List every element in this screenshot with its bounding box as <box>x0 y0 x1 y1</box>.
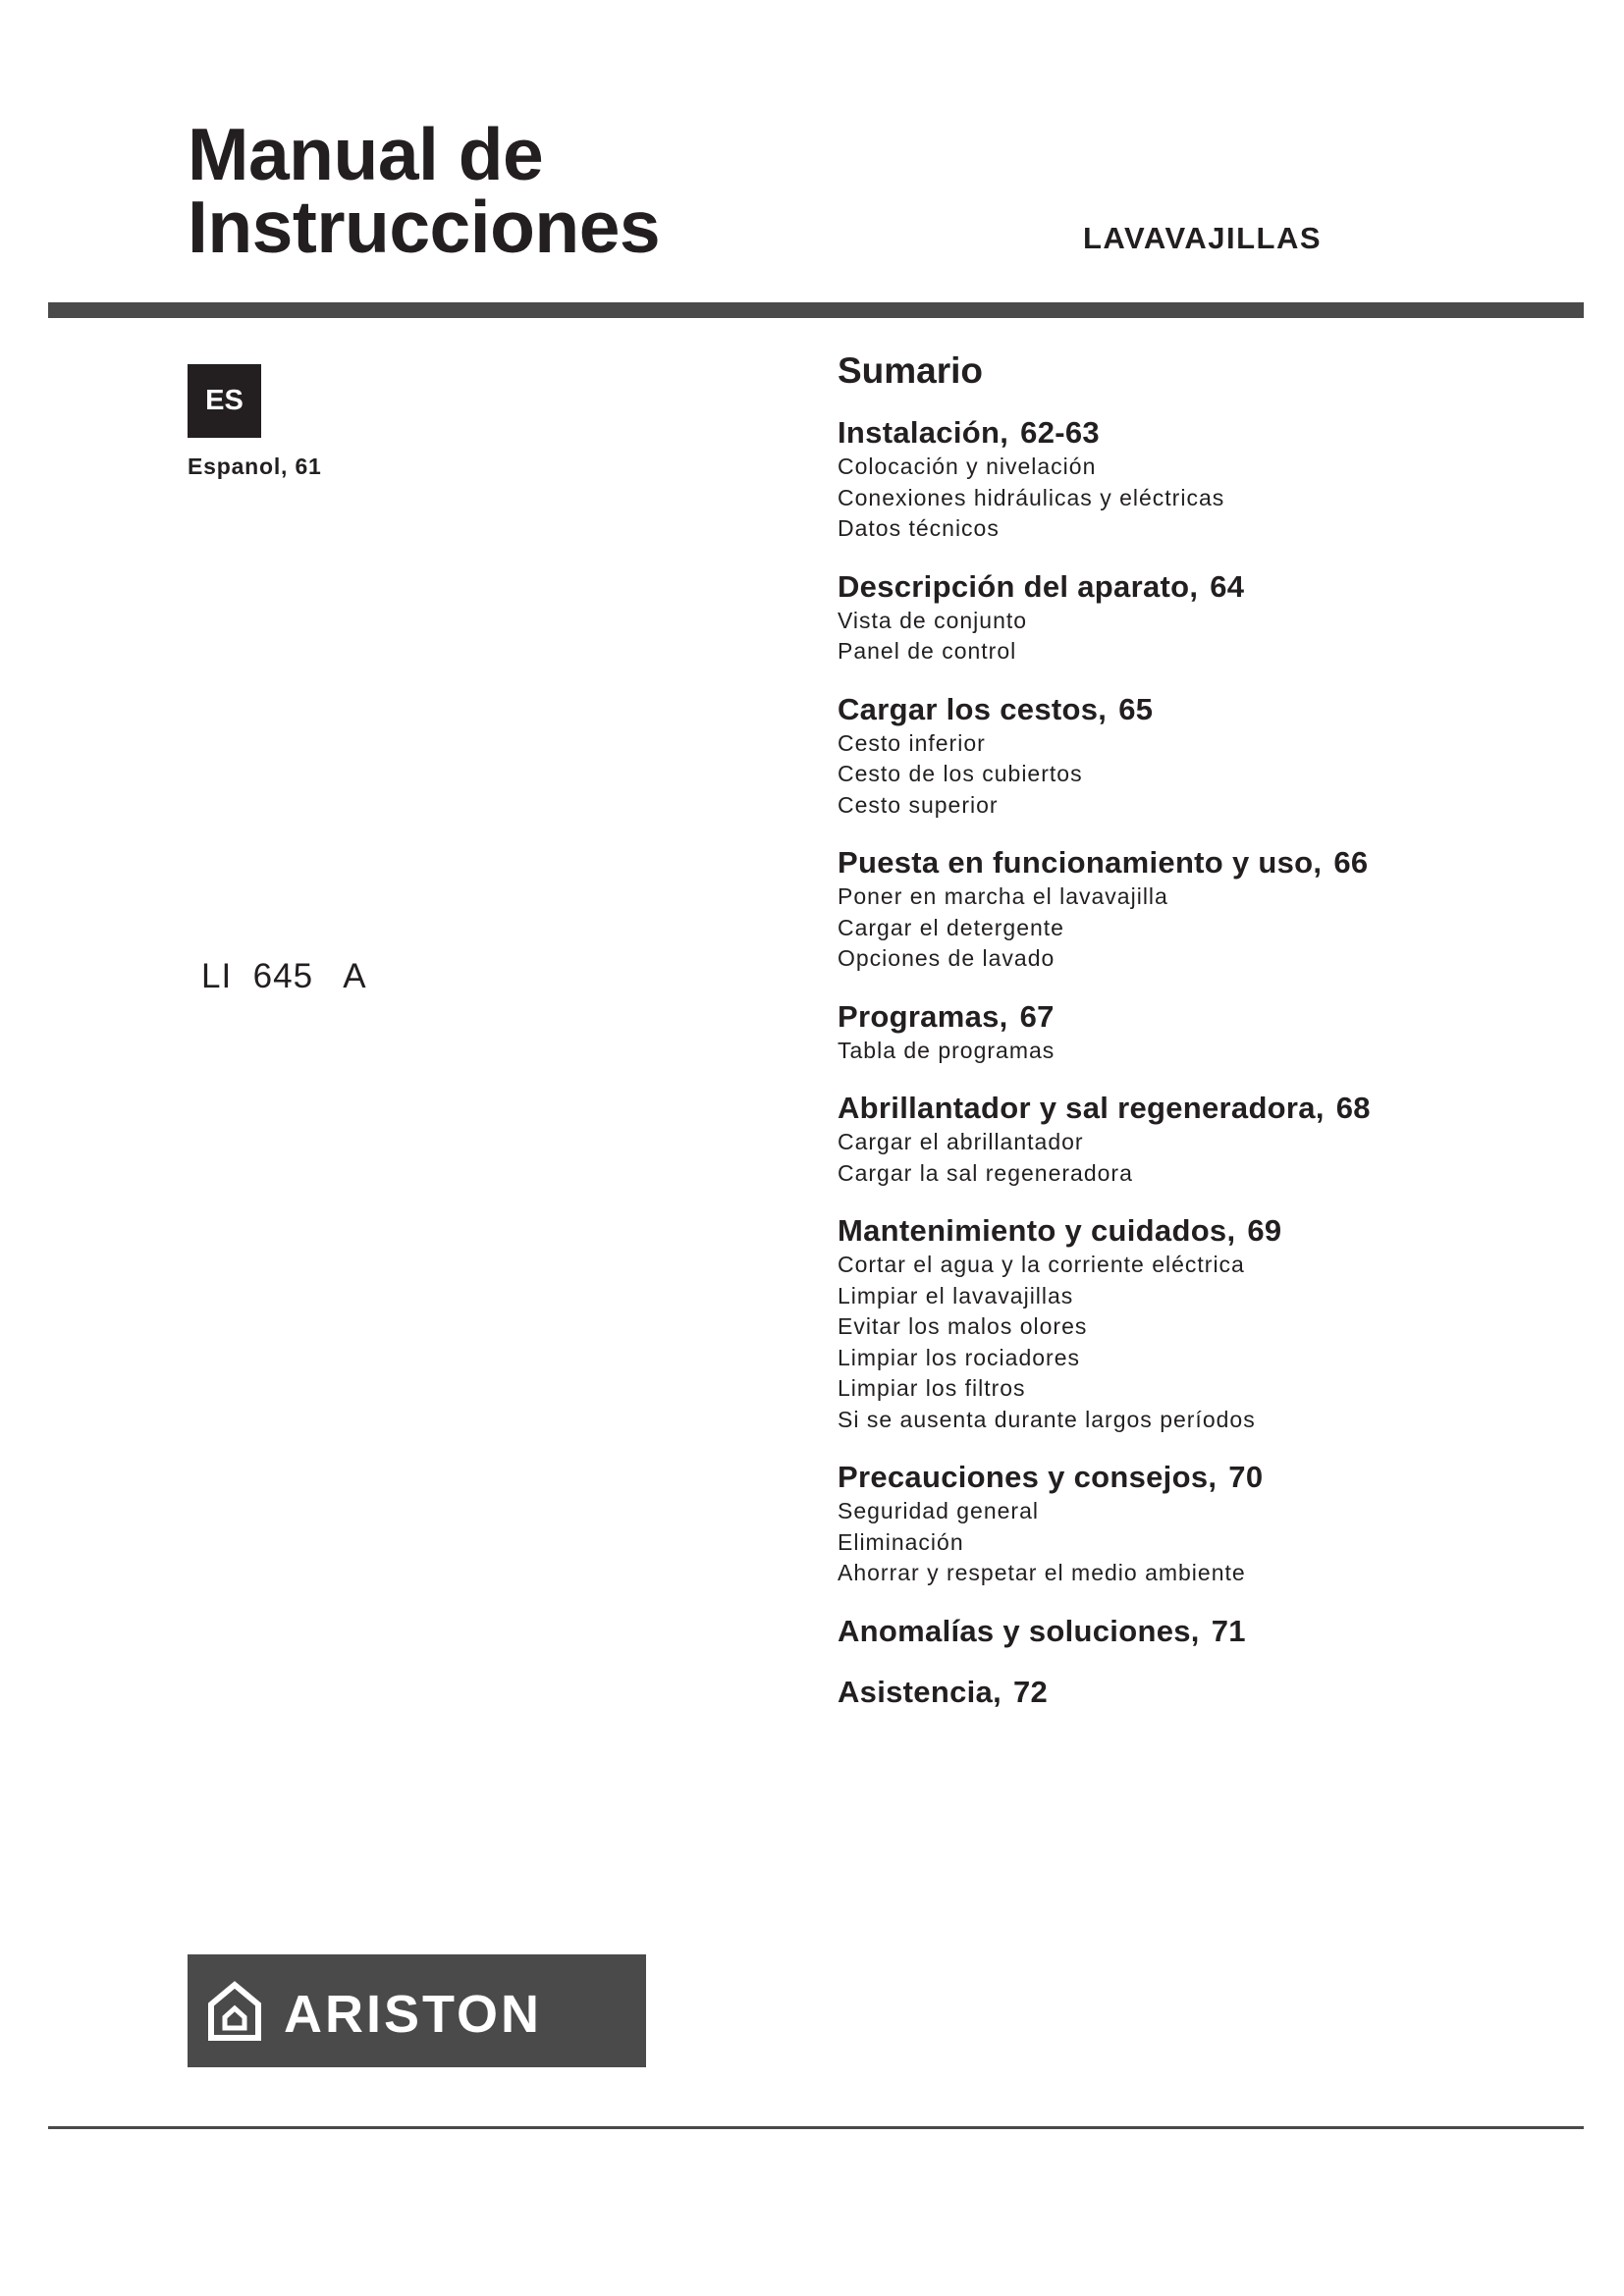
toc-section-label: Anomalías y soluciones, <box>838 1613 1200 1648</box>
toc-item: Eliminación <box>838 1528 964 1555</box>
toc-section-label: Programas, <box>838 998 1008 1034</box>
toc-item: Limpiar el lavavajillas <box>838 1282 1074 1308</box>
toc-page-number: 68 <box>1335 1091 1371 1125</box>
language-reference: Espanol, 61 <box>188 454 322 479</box>
language-badge: ES <box>188 364 261 438</box>
toc-section <box>838 1090 1584 1189</box>
toc-section <box>838 1613 1584 1650</box>
toc-item: Si se ausenta durante largos períodos <box>838 1406 1256 1432</box>
brand-name: ARISTON <box>284 1984 543 2044</box>
toc-section-label: Puesta en funcionamiento y uso, <box>838 845 1323 880</box>
toc-section-title <box>838 414 1584 452</box>
toc-item: Cesto superior <box>838 791 999 818</box>
toc-section-label: Descripción del aparato, <box>838 568 1199 604</box>
toc-section-label: Cargar los cestos, <box>838 691 1108 726</box>
toc-section <box>838 568 1584 667</box>
toc-item: Vista de conjunto <box>838 607 1028 633</box>
toc-item: Seguridad general <box>838 1498 1039 1523</box>
toc-heading: Sumario <box>838 350 984 391</box>
toc-item: Tabla de programas <box>838 1037 1056 1063</box>
title-line-2: Instrucciones <box>188 186 661 268</box>
top-divider <box>48 302 1584 318</box>
toc-item: Cortar el agua y la corriente eléctrica <box>838 1252 1245 1277</box>
toc-page-number: 65 <box>1118 691 1154 726</box>
toc-section-title <box>838 998 1584 1036</box>
model-number: LI 645 A <box>201 957 367 995</box>
toc-item: Opciones de lavado <box>838 945 1056 971</box>
toc-item: Conexiones hidráulicas y eléctricas <box>838 484 1225 510</box>
toc-item: Poner en marcha el lavavajilla <box>838 883 1168 909</box>
document-title <box>188 113 661 268</box>
toc-item: Limpiar los filtros <box>838 1375 1026 1401</box>
table-of-contents <box>838 349 1584 1735</box>
toc-section <box>838 998 1584 1067</box>
toc-section-label: Precauciones y consejos, <box>838 1460 1218 1494</box>
toc-section-title <box>838 1613 1584 1650</box>
toc-section-label: Instalación, <box>838 415 1009 450</box>
toc-page-number: 69 <box>1247 1213 1282 1248</box>
toc-page-number: 66 <box>1333 845 1369 880</box>
bottom-divider <box>48 2126 1584 2129</box>
toc-section-title <box>838 1090 1584 1127</box>
toc-item: Colocación y nivelación <box>838 454 1097 479</box>
toc-section-title <box>838 1459 1584 1496</box>
house-icon <box>207 1981 262 2042</box>
toc-page-number: 71 <box>1211 1613 1246 1648</box>
brand-logo <box>188 1954 646 2067</box>
toc-section <box>838 1459 1584 1589</box>
toc-section-title <box>838 691 1584 728</box>
toc-item: Cargar el abrillantador <box>838 1129 1084 1154</box>
toc-page-number: 64 <box>1210 568 1245 604</box>
toc-section <box>838 1674 1584 1711</box>
toc-section <box>838 844 1584 975</box>
toc-item: Cesto de los cubiertos <box>838 761 1083 786</box>
toc-section <box>838 691 1584 822</box>
toc-page-number: 67 <box>1019 998 1055 1034</box>
toc-item: Evitar los malos olores <box>838 1313 1088 1339</box>
toc-item: Cargar el detergente <box>838 914 1064 940</box>
toc-section <box>838 414 1584 545</box>
toc-page-number: 62-63 <box>1020 415 1100 450</box>
toc-item: Datos técnicos <box>838 515 1000 541</box>
title-line-1: Manual de <box>188 113 544 195</box>
toc-section-title <box>838 1674 1584 1711</box>
toc-section-label: Mantenimiento y cuidados, <box>838 1213 1236 1248</box>
toc-section-title <box>838 1212 1584 1250</box>
toc-section-title <box>838 844 1584 881</box>
toc-item: Ahorrar y respetar el medio ambiente <box>838 1560 1246 1585</box>
toc-page-number: 72 <box>1013 1674 1049 1709</box>
toc-item: Limpiar los rociadores <box>838 1344 1080 1370</box>
toc-section-label: Asistencia, <box>838 1674 1001 1709</box>
toc-page-number: 70 <box>1228 1460 1264 1494</box>
toc-item: Cargar la sal regeneradora <box>838 1159 1133 1186</box>
toc-item: Panel de control <box>838 638 1017 664</box>
toc-section-title <box>838 568 1584 606</box>
toc-sections <box>838 414 1584 1711</box>
toc-section <box>838 1212 1584 1435</box>
toc-item: Cesto inferior <box>838 729 986 756</box>
product-category: LAVAVAJILLAS <box>1083 221 1323 255</box>
toc-section-label: Abrillantador y sal regeneradora, <box>838 1091 1325 1125</box>
